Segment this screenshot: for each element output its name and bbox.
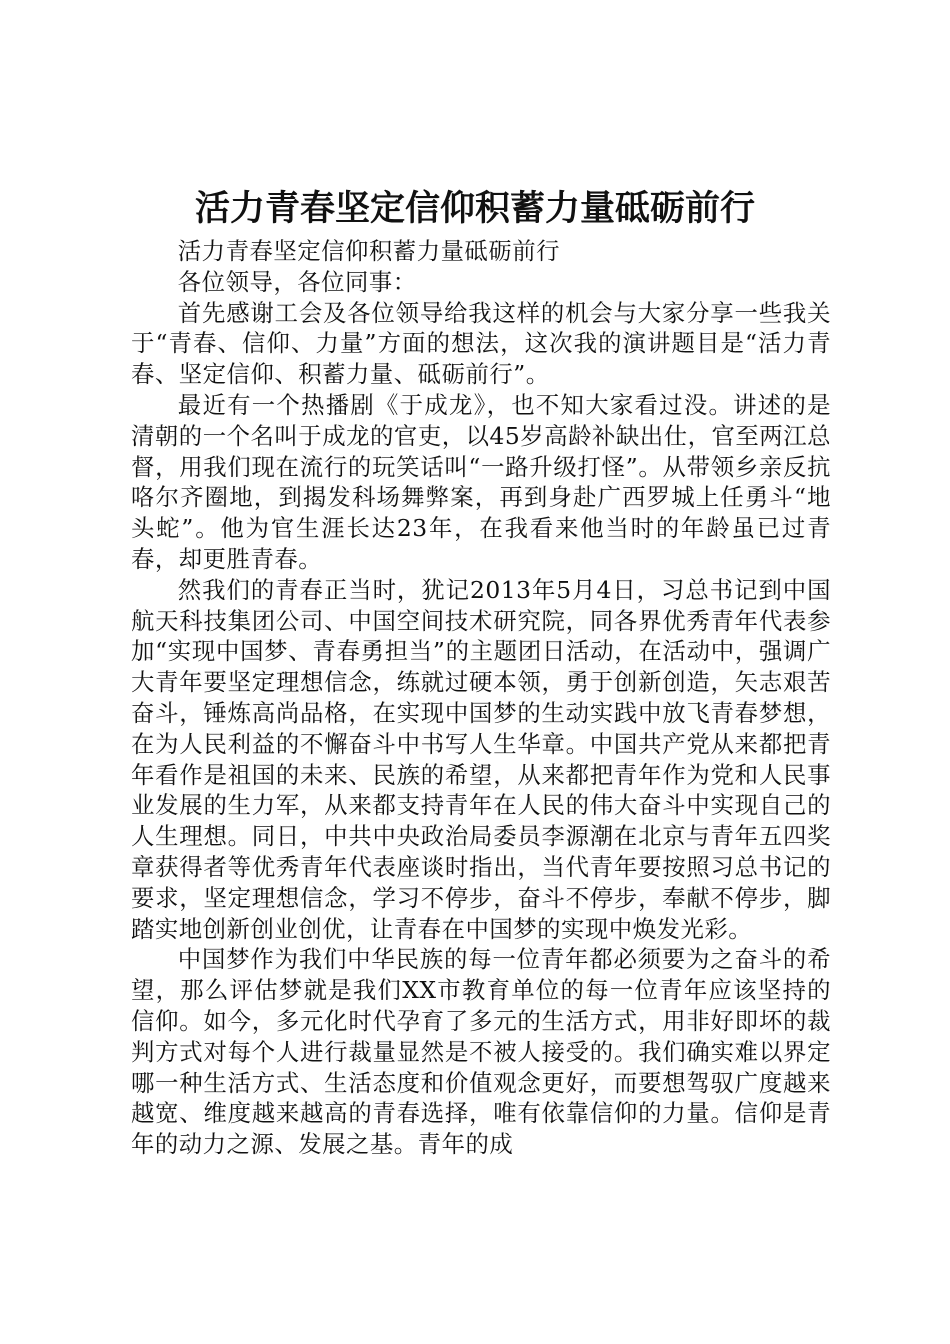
- paragraph-intro: 首先感谢工会及各位领导给我这样的机会与大家分享一些我关于“青春、信仰、力量”方面的想法，这次我的演讲题目是“活力青春、坚定信仰、积蓄力量、砥砺前行”。: [131, 298, 831, 389]
- paragraph-youth-now: 然我们的青春正当时，犹记2013年5月4日，习总书记到中国航天科技集团公司、中国空间技术研究院，同各界优秀青年代表参加“实现中国梦、青春勇担当”的主题团日活动，在活动中，强调广大青年要坚定理想信念，练就过硬本领，勇于创新创造，矢志艰苦奋斗，锤炼高尚品格，在实现中国梦的生动实践中放飞青春梦想，在为人民利益的不懈奋斗中书写人生华章。中国共产党从来都把青年看作是祖国的未来、民族的希望，从来都把青年作为党和人民事业发展的生力军，从来都支持青年在人民的伟大奋斗中实现自己的人生理想。同日，中共中央政治局委员李源潮在北京与青年五四奖章获得者等优秀青年代表座谈时指出，当代青年要按照习总书记的要求，坚定理想信念，学习不停步，奋斗不停步，奉献不停步，脚踏实地创新创业创优，让青春在中国梦的实现中焕发光彩。: [131, 575, 831, 943]
- paragraph-china-dream: 中国梦作为我们中华民族的每一位青年都必须要为之奋斗的希望，那么评估梦就是我们XX市教育单位的每一位青年应该坚持的信仰。如今，多元化时代孕育了多元的生活方式，用非好即坏的裁判方式对每个人进行裁量显然是不被人接受的。我们确实难以界定哪一种生活方式、生活态度和价值观念更好，而要想驾驭广度越来越宽、维度越来越高的青春选择，唯有依靠信仰的力量。信仰是青年的动力之源、发展之基。青年的成: [131, 945, 831, 1159]
- paragraph-yu-chenglong: 最近有一个热播剧《于成龙》，也不知大家看过没。讲述的是清朝的一个名叫于成龙的官吏，以45岁高龄补缺出仕，官至两江总督，用我们现在流行的玩笑话叫“一路升级打怪”。从带领乡亲反抗咯尔齐圈地，到揭发科场舞弊案，再到身赴广西罗城上任勇斗“地头蛇”。他为官生涯长达23年，在我看来他当时的年龄虽已过青春，却更胜青春。: [131, 390, 831, 573]
- paragraph-subtitle: 活力青春坚定信仰积蓄力量砥砺前行: [177, 237, 561, 265]
- paragraph-salutation: 各位领导，各位同事：: [177, 267, 417, 296]
- document-title: 活力青春坚定信仰积蓄力量砥砺前行: [194, 189, 755, 229]
- document-body: [131, 236, 831, 1160]
